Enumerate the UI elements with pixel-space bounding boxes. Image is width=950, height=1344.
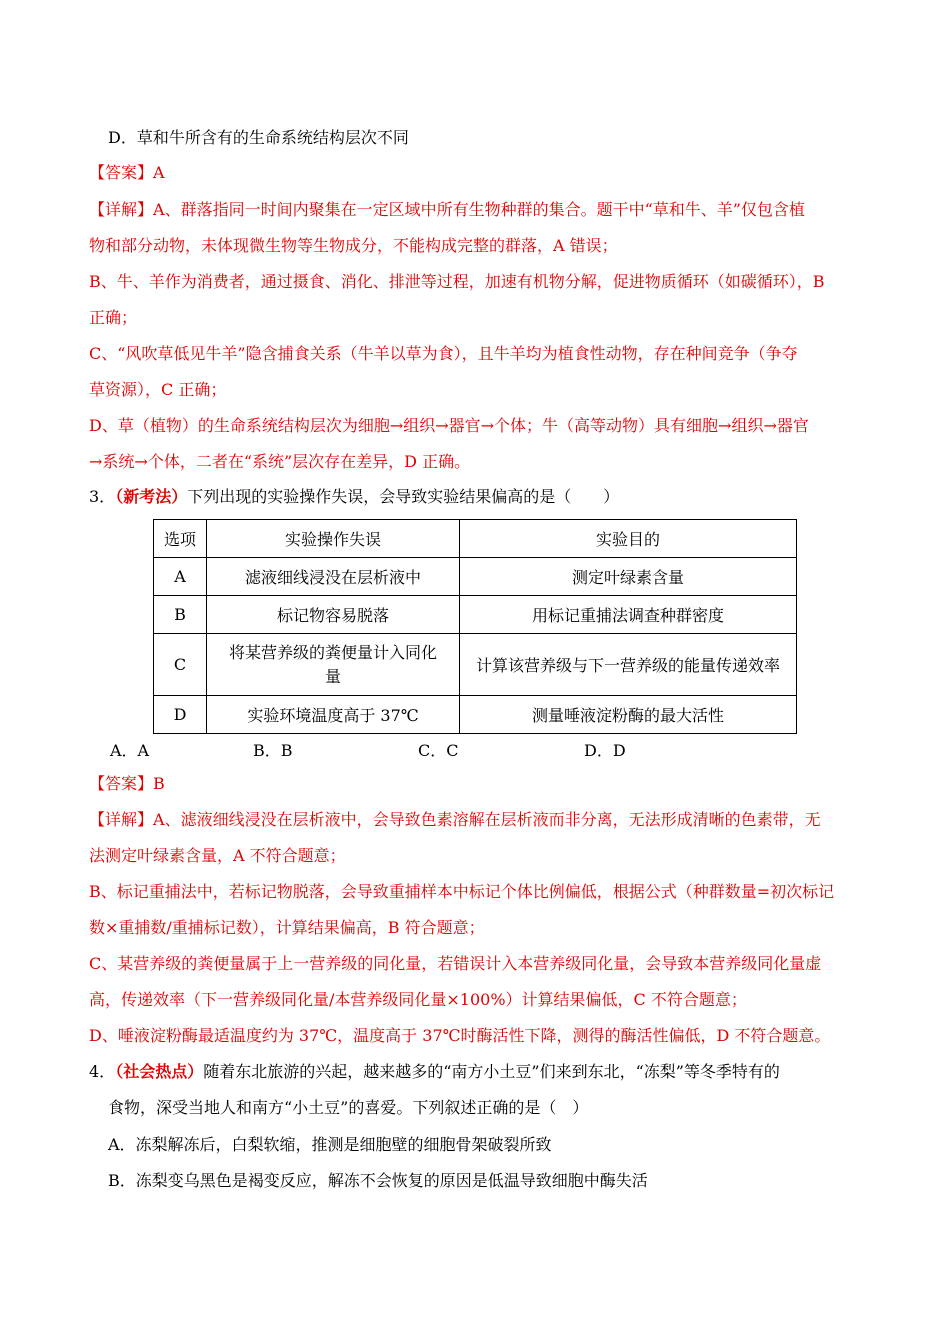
row-c-option: C (154, 634, 207, 696)
q2-detail-line-7: D、草（植物）的生命系统结构层次为细胞→组织→器官→个体；牛（高等动物）具有细胞→组织→器官 (89, 416, 809, 435)
q2-detail-line-4: 正确； (89, 308, 138, 327)
q4-stem-text-1: 随着东北旅游的兴起，越来越多的“南方小土豆”们来到东北，“冻梨”等冬季特有的 (203, 1062, 780, 1081)
q2-option-d: D．草和牛所含有的生命系统结构层次不同 (108, 128, 409, 147)
q4-number: 4． (89, 1062, 116, 1081)
q3-number: 3． (89, 487, 116, 506)
q2-detail-line-3: B、牛、羊作为消费者，通过摄食、消化、排泄等过程，加速有机物分解，促进物质循环（如碳循环），B (89, 272, 825, 291)
q2-answer: 【答案】A (89, 163, 165, 182)
header-option: 选项 (154, 520, 207, 558)
row-d-purpose: 测量唾液淀粉酶的最大活性 (460, 696, 797, 734)
q3-detail-line-2: 法测定叶绿素含量，A 不符合题意； (89, 846, 346, 865)
q3-detail-text-1: A、滤液细线浸没在层析液中，会导致色素溶解在层析液而非分离，无法形成清晰的色素带，无 (153, 810, 821, 829)
q3-detail-line-1 (89, 809, 821, 831)
row-b-option: B (154, 596, 207, 634)
q3-detail-line-7: D、唾液淀粉酶最适温度约为 37℃，温度高于 37℃时酶活性下降，测得的酶活性偏低，D 不符合题意。 (89, 1026, 831, 1045)
q3-detail-line-6: 高，传递效率（下一营养级同化量/本营养级同化量×100%）计算结果偏低，C 不符合题意； (89, 990, 747, 1009)
row-a-purpose: 测定叶绿素含量 (460, 558, 797, 596)
q3-detail-tag: 【详解】 (89, 810, 154, 829)
table-row (154, 558, 797, 596)
row-d-option: D (154, 696, 207, 734)
q3-stem (89, 486, 619, 508)
q3-option-d: D．D (584, 741, 626, 760)
row-a-error: 滤液细线浸没在层析液中 (207, 558, 460, 596)
q4-tag: （社会热点） (115, 1062, 204, 1081)
q3-detail-line-5: C、某营养级的粪便量属于上一营养级的同化量，若错误计入本营养级同化量，会导致本营养级同化量虚 (89, 954, 822, 973)
q2-detail-text-1: A、群落指同一时间内聚集在一定区域中所有生物种群的集合。题干中“草和牛、羊”仅包含植 (153, 200, 805, 219)
q3-option-b: B．B (253, 741, 293, 760)
q3-detail-line-3: B、标记重捕法中，若标记物脱落，会导致重捕样本中标记个体比例偏低，根据公式（种群数量=初次标记 (89, 882, 835, 901)
q3-answer: 【答案】B (89, 774, 165, 793)
table-row (154, 696, 797, 734)
q4-stem-line-2: 食物，深受当地人和南方“小土豆”的喜爱。下列叙述正确的是（ ） (108, 1098, 589, 1117)
table-header-row (154, 520, 797, 558)
row-c-purpose: 计算该营养级与下一营养级的能量传递效率 (460, 634, 797, 696)
row-a-option: A (154, 558, 207, 596)
row-d-error: 实验环境温度高于 37℃ (207, 696, 460, 734)
q2-detail-line-2: 物和部分动物，未体现微生物等生物成分，不能构成完整的群落，A 错误； (89, 236, 618, 255)
q2-detail-tag: 【详解】 (89, 200, 154, 219)
table-row (154, 634, 797, 696)
q3-stem-text: 下列出现的实验操作失误，会导致实验结果偏高的是（ ） (187, 487, 620, 506)
q2-detail-line-5: C、“风吹草低见牛羊”隐含捕食关系（牛羊以草为食），且牛羊均为植食性动物，存在种间竞争（争夺 (89, 344, 798, 363)
q3-option-a: A．A (110, 741, 150, 760)
q2-detail-line-6: 草资源），C 正确； (89, 380, 227, 399)
q3-detail-line-4: 数×重捕数/重捕标记数），计算结果偏高，B 符合题意； (89, 918, 485, 937)
header-error: 实验操作失误 (207, 520, 460, 558)
row-b-error: 标记物容易脱落 (207, 596, 460, 634)
q4-option-b: B．冻梨变乌黑色是褐变反应，解冻不会恢复的原因是低温导致细胞中酶失活 (108, 1171, 648, 1190)
q2-detail-line-1 (89, 199, 805, 221)
row-c-error: 将某营养级的粪便量计入同化量 (207, 634, 460, 696)
q4-stem-line-1 (89, 1061, 780, 1083)
q3-tag: （新考法） (115, 487, 188, 506)
q4-option-a: A．冻梨解冻后，白梨软缩，推测是细胞壁的细胞骨架破裂所致 (108, 1135, 552, 1154)
q3-options (110, 738, 670, 760)
table-row (154, 596, 797, 634)
row-b-purpose: 用标记重捕法调查种群密度 (460, 596, 797, 634)
q3-experiment-table (153, 519, 797, 734)
q2-detail-line-8: →系统→个体，二者在“系统”层次存在差异，D 正确。 (89, 452, 471, 471)
q3-option-c: C．C (418, 741, 459, 760)
header-purpose: 实验目的 (460, 520, 797, 558)
